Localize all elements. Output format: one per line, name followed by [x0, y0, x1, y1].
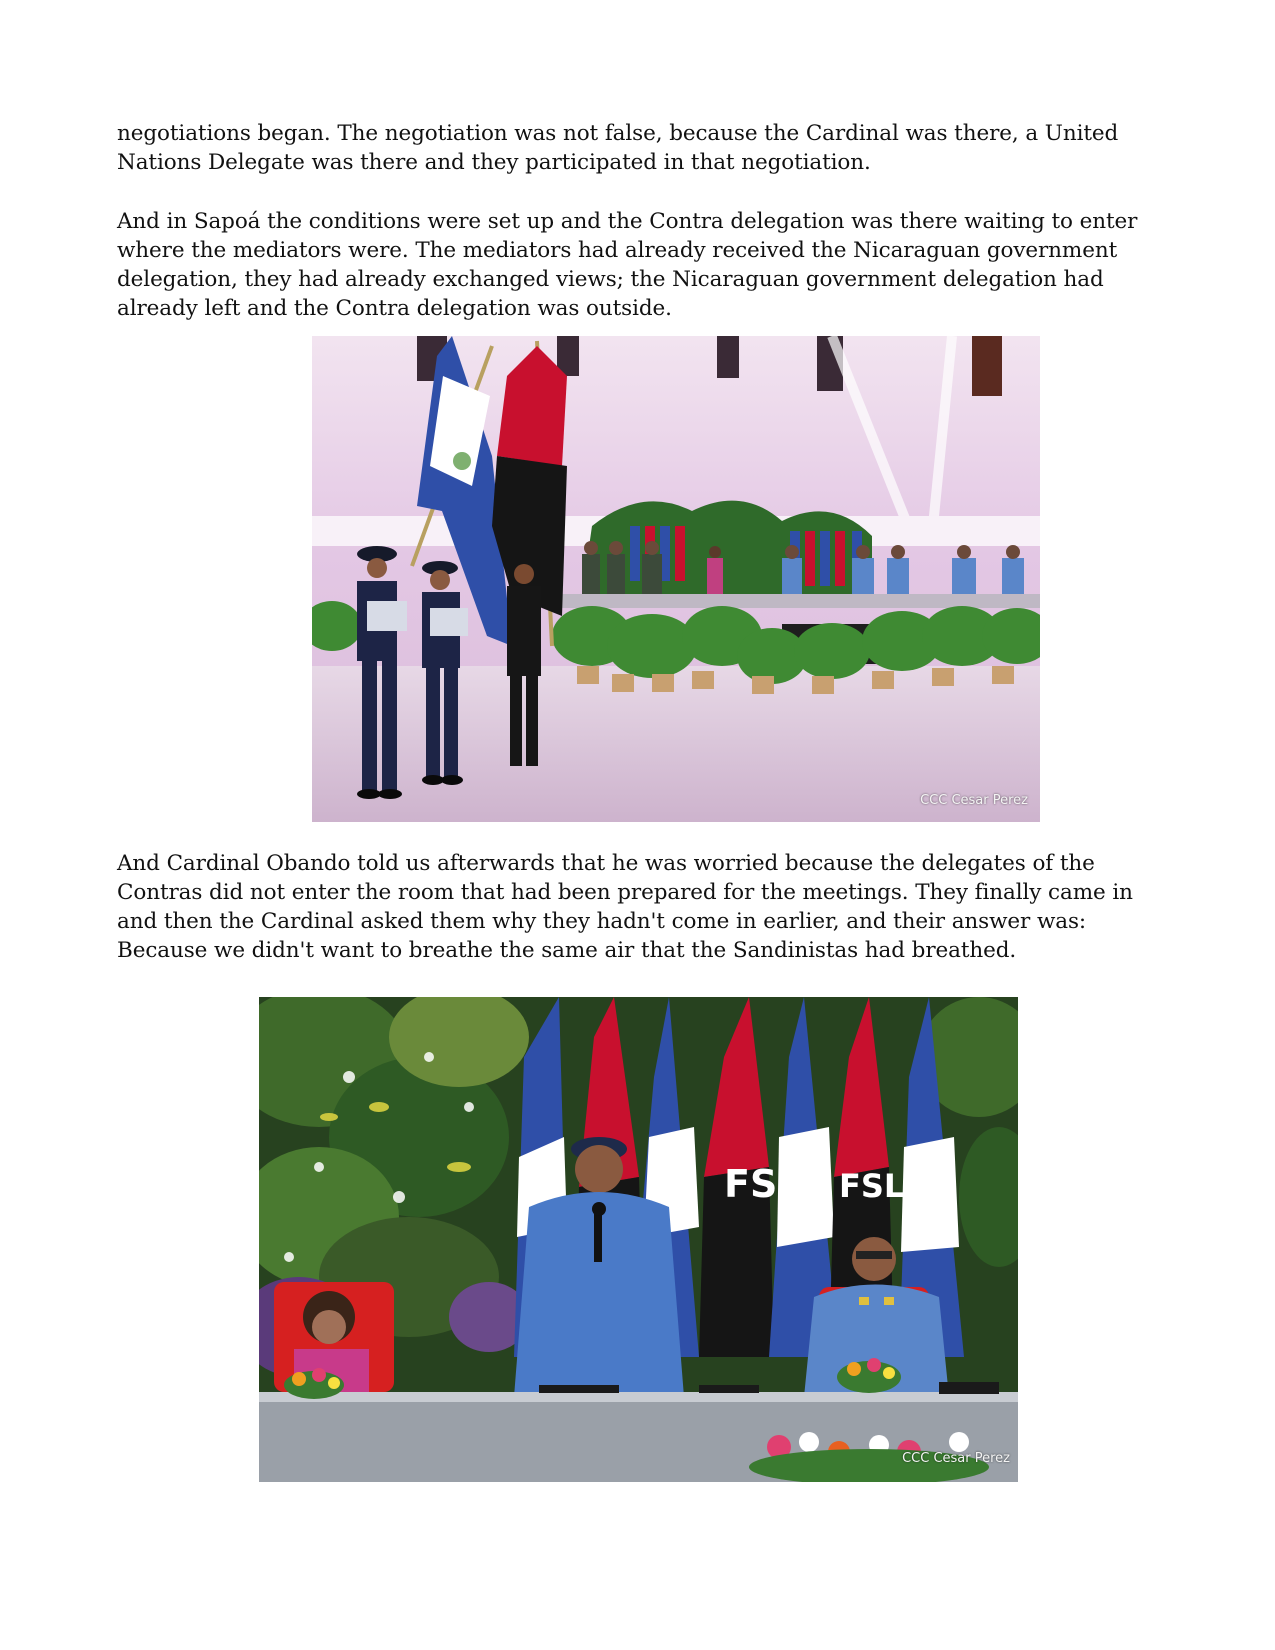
photo-credit: CCC Cesar Perez [902, 1451, 1010, 1466]
svg-text:FSL: FSL [839, 1167, 905, 1205]
svg-text:FSL: FSL [724, 1162, 802, 1206]
photo-ceremony-hall [312, 336, 1040, 822]
paragraph-3: And Cardinal Obando told us afterwards that he was worried because the delegates of the Contras did not enter the room that had been prepared for the meetings. They finally came in and then the Cardinal asked them why they hadn't come in earlier, and their answer was: Because we didn't want to breathe the same air that the Sandinistas had breathed. [117, 851, 1133, 963]
photo-press-conference-image [259, 997, 1018, 1482]
paragraph-2: And in Sapoá the conditions were set up and the Contra delegation was there waiting to enter where the mediators were. The mediators had already received the Nicaraguan government delegation, they had already exchanged views; the Nicaraguan government delegation had already left and the Contra delegation was outside. [117, 209, 1138, 321]
photo-press-conference [259, 997, 1018, 1482]
photo-ceremony-hall-image [312, 336, 1040, 822]
paragraph-1: negotiations began. The negotiation was not false, because the Cardinal was there, a United Nations Delegate was there and they participated in that negotiation. [117, 121, 1119, 175]
photo-credit: CCC Cesar Perez [920, 793, 1028, 808]
